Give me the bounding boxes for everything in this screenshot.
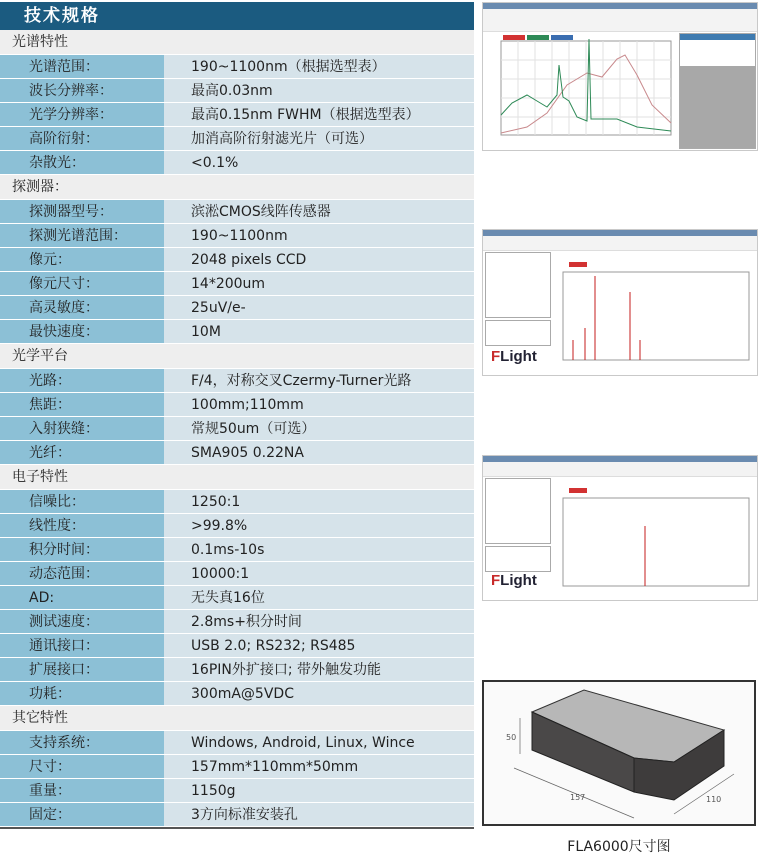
spec-label: 光学分辨率： [0,103,164,127]
spec-row [0,224,474,248]
spec-value: Windows, Android, Linux, Wince [164,731,474,755]
spec-label: 焦距： [0,393,164,417]
spec-value: 10000:1 [164,562,474,586]
spec-row [0,103,474,127]
spec-row [0,200,474,224]
spec-row [0,320,474,344]
spec-row [0,610,474,634]
spec-value: 157mm*110mm*50mm [164,755,474,779]
spec-row [0,538,474,562]
spec-row [0,55,474,79]
spectrum-chart [487,35,677,147]
spec-row [0,755,474,779]
dimension-drawing [482,680,756,826]
software-screenshot-spectrum-compare [482,2,758,151]
spec-value: 3方向标准安装孔 [164,803,474,827]
spec-label: AD: [0,586,164,610]
spec-value: 190~1100nm（根据选型表） [164,55,474,79]
spec-row [0,514,474,538]
spec-title: 技术规格 [0,2,474,30]
spec-body [0,30,474,827]
spec-value: 2.8ms+积分时间 [164,610,474,634]
section-header: 光谱特性 [0,30,474,55]
spec-value: 最高0.03nm [164,79,474,103]
spec-label: 通讯接口： [0,634,164,658]
spec-label: 扩展接口： [0,658,164,682]
software-screenshot-line-spectrum [482,229,758,376]
spec-label: 最快速度： [0,320,164,344]
toolbar [483,462,757,477]
flight-logo: FLight [491,572,537,589]
divider [0,827,474,829]
svg-text:157: 157 [570,793,586,802]
spec-label: 测试速度： [0,610,164,634]
spec-value: 300mA@5VDC [164,682,474,706]
tree-panel [485,478,551,544]
spec-label: 功耗： [0,682,164,706]
tree-panel [485,252,551,318]
spec-label: 积分时间： [0,538,164,562]
toolbar [483,9,757,32]
spec-row [0,803,474,827]
spec-row [0,272,474,296]
spec-row [0,296,474,320]
spec-label: 探测光谱范围： [0,224,164,248]
single-peak-chart [553,478,753,596]
drawing-caption: FLA6000尺寸图 [567,839,671,855]
spec-label: 光谱范围： [0,55,164,79]
spec-value: 滨淞CMOS线阵传感器 [164,200,474,224]
log-panel [485,546,551,572]
spec-value: 0.1ms-10s [164,538,474,562]
software-screenshot-single-peak [482,455,758,601]
spec-row [0,441,474,465]
svg-text:50: 50 [506,733,517,742]
spec-row [0,490,474,514]
line-spectrum-chart [553,252,753,370]
spec-label: 波长分辨率： [0,79,164,103]
spec-row [0,127,474,151]
device-3d-drawing [484,682,754,824]
section-header: 探测器： [0,175,474,200]
spec-label: 像元： [0,248,164,272]
spec-value: 100mm;110mm [164,393,474,417]
spec-value: 14*200um [164,272,474,296]
spec-value: 190~1100nm [164,224,474,248]
flight-logo: FLight [491,348,537,365]
spec-label: 动态范围： [0,562,164,586]
spec-row [0,586,474,610]
spec-label: 光路： [0,369,164,393]
spec-value: 最高0.15nm FWHM（根据选型表） [164,103,474,127]
spec-label: 线性度： [0,514,164,538]
section-header: 其它特性 [0,706,474,731]
spec-value: 常规50um（可选） [164,417,474,441]
svg-text:110: 110 [706,795,722,804]
spec-value: 1150g [164,779,474,803]
toolbar [483,236,757,251]
spec-value: F/4，对称交叉Czermy-Turner光路 [164,369,474,393]
spec-value: SMA905 0.22NA [164,441,474,465]
spec-row [0,369,474,393]
spec-label: 信噪比： [0,490,164,514]
spec-label: 支持系统： [0,731,164,755]
spec-value: 2048 pixels CCD [164,248,474,272]
spec-value: <0.1% [164,151,474,175]
section-header: 电子特性 [0,465,474,490]
spec-row [0,634,474,658]
spec-label: 尺寸： [0,755,164,779]
spec-value: 1250:1 [164,490,474,514]
spec-row [0,151,474,175]
spec-label: 高阶衍射： [0,127,164,151]
section-header: 光学平台 [0,344,474,369]
spec-row [0,248,474,272]
spec-row [0,393,474,417]
spec-label: 探测器型号： [0,200,164,224]
spec-label: 入射狭缝： [0,417,164,441]
spec-value: 加消高阶衍射滤光片（可选） [164,127,474,151]
spec-table [0,2,474,829]
spec-value: USB 2.0; RS232; RS485 [164,634,474,658]
spec-row [0,417,474,441]
spec-value: 无失真16位 [164,586,474,610]
spec-value: 16PIN外扩接口; 带外触发功能 [164,658,474,682]
spec-row [0,779,474,803]
spec-label: 杂散光： [0,151,164,175]
spec-row [0,682,474,706]
spec-row [0,562,474,586]
spec-value: 10M [164,320,474,344]
spec-label: 固定： [0,803,164,827]
spec-label: 光纤： [0,441,164,465]
spec-label: 像元尺寸： [0,272,164,296]
spec-value: >99.8% [164,514,474,538]
spec-row [0,79,474,103]
spec-label: 重量： [0,779,164,803]
file-list-panel [679,33,756,149]
spec-value: 25uV/e- [164,296,474,320]
spec-row [0,658,474,682]
spec-row [0,731,474,755]
spec-label: 高灵敏度： [0,296,164,320]
log-panel [485,320,551,346]
